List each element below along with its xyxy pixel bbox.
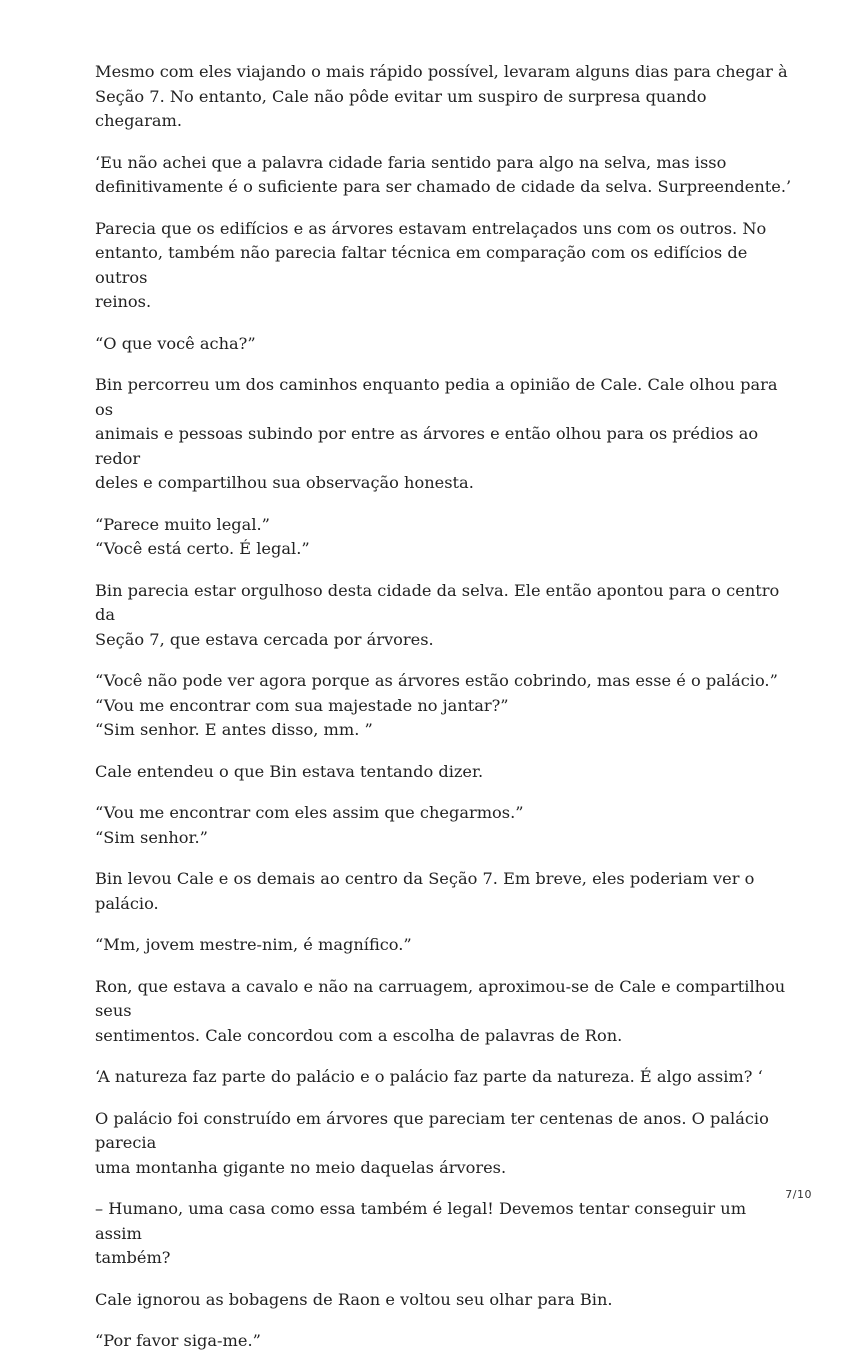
paragraph [95, 1288, 795, 1313]
paragraph [95, 801, 795, 850]
paragraph [95, 669, 795, 743]
text-line: deles e compartilhou sua observação honesta. [95, 473, 474, 492]
text-line: Bin percorreu um dos caminhos enquanto pedia a opinião de Cale. Cale olhou para os [95, 375, 778, 419]
text-line: ‘Eu não achei que a palavra cidade faria sentido para algo na selva, mas isso [95, 152, 727, 172]
text-line: animais e pessoas subindo por entre as árvores e então olhou para os prédios ao redor [95, 424, 759, 468]
paragraph [95, 332, 795, 357]
paragraph [95, 867, 795, 916]
text-line: também? [95, 1248, 171, 1267]
text-line: reinos. [95, 292, 152, 311]
paragraph [95, 1329, 795, 1354]
text-line: Parecia que os edifícios e as árvores estavam entrelaçados uns com os outros. No [95, 218, 767, 238]
text-line: “Por favor siga-me.” [95, 1331, 261, 1350]
text-line: Mesmo com eles viajando o mais rápido possível, levaram alguns dias para chegar à [95, 62, 788, 81]
text-line: uma montanha gigante no meio daquelas árvores. [95, 1157, 507, 1177]
paragraph [95, 1065, 795, 1090]
paragraph [95, 760, 795, 785]
text-line: Cale ignorou as bobagens de Raon e voltou seu olhar para Bin. [95, 1289, 613, 1309]
text-line: Seção 7, que estava cercada por árvores. [95, 629, 434, 649]
text-line: – Humano, uma casa como essa também é legal! Devemos tentar conseguir um assim [95, 1199, 747, 1243]
text-line: “Vou me encontrar com eles assim que chegarmos.” [95, 803, 524, 822]
text-line: Ron, que estava a cavalo e não na carruagem, aproximou-se de Cale e compartilhou seus [95, 976, 786, 1020]
paragraph [95, 975, 795, 1049]
text-line: “Parece muito legal.” [95, 514, 270, 534]
paragraph [95, 151, 795, 200]
text-line: Cale entendeu o que Bin estava tentando dizer. [95, 761, 484, 781]
paragraph [95, 579, 795, 653]
text-line: “Sim senhor.” [95, 827, 208, 847]
page-number: 7/10 [785, 1188, 812, 1201]
paragraph [95, 1197, 795, 1271]
paragraph [95, 513, 795, 562]
paragraph [95, 1107, 795, 1181]
text-line: Seção 7. No entanto, Cale não pôde evitar um suspiro de surpresa quando chegaram. [95, 86, 707, 130]
text-line: “Vou me encontrar com sua majestade no jantar?” [95, 695, 509, 715]
text-line: O palácio foi construído em árvores que pareciam ter centenas de anos. O palácio parecia [95, 1108, 769, 1152]
text-line: ‘A natureza faz parte do palácio e o palácio faz parte da natureza. É algo assim? ‘ [95, 1067, 763, 1086]
text-line: definitivamente é o suficiente para ser chamado de cidade da selva. Surpreendente.’ [95, 177, 792, 196]
text-line: sentimentos. Cale concordou com a escolha de palavras de Ron. [95, 1025, 623, 1045]
text-line: “O que você acha?” [95, 333, 256, 353]
text-line: “Sim senhor. E antes disso, mm. ” [95, 720, 373, 739]
paragraph [95, 60, 795, 134]
text-line: “Mm, jovem mestre-nim, é magnífico.” [95, 935, 412, 954]
text-line: Bin levou Cale e os demais ao centro da Seção 7. Em breve, eles poderiam ver o palácio. [95, 869, 755, 913]
text-line: Bin parecia estar orgulhoso desta cidade da selva. Ele então apontou para o centro da [95, 580, 780, 624]
document-body [95, 60, 795, 1371]
text-line: “Você não pode ver agora porque as árvores estão cobrindo, mas esse é o palácio.” [95, 671, 778, 690]
paragraph [95, 217, 795, 315]
paragraph [95, 373, 795, 496]
text-line: entanto, também não parecia faltar técnica em comparação com os edifícios de outros [95, 243, 748, 287]
text-line: “Você está certo. É legal.” [95, 539, 310, 558]
paragraph [95, 933, 795, 958]
